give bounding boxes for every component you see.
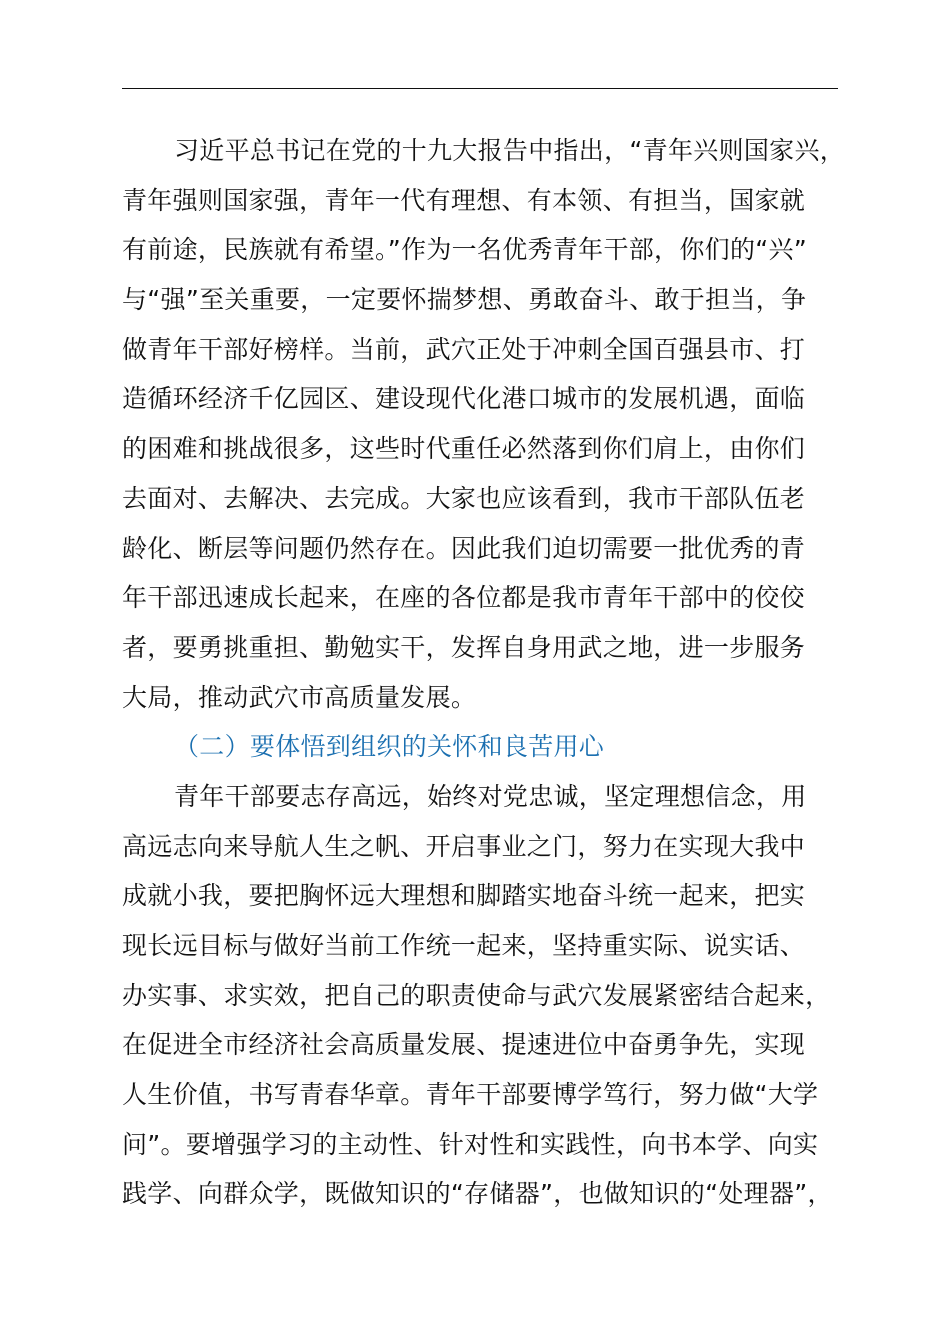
paragraph-1	[122, 126, 846, 722]
paragraph-line: 在促进全市经济社会高质量发展、提速进位中奋勇争先，实现	[122, 1030, 806, 1060]
paragraph-line: 青年干部要志存高远，始终对党忠诚，坚定理想信念，用	[174, 781, 807, 811]
section-heading: （二）要体悟到组织的关怀和良苦用心	[174, 732, 605, 762]
paragraph-line: 成就小我，要把胸怀远大理想和脚踏实地奋斗统一起来，把实	[122, 881, 806, 911]
paragraph-line: 的困难和挑战很多，这些时代重任必然落到你们肩上，由你们	[122, 434, 806, 464]
paragraph-line: 青年强则国家强，青年一代有理想、有本领、有担当，国家就	[122, 185, 806, 215]
paragraph-line: 办实事、求实效，把自己的职责使命与武穴发展紧密结合起来，	[122, 980, 831, 1010]
paragraph-line: 人生价值，书写青春华章。青年干部要博学笃行，努力做“大学	[122, 1080, 819, 1110]
paragraph-line: 现长远目标与做好当前工作统一起来，坚持重实际、说实话、	[122, 931, 806, 960]
paragraph-line: 造循环经济千亿园区、建设现代化港口城市的发展机遇，面临	[122, 384, 806, 414]
paragraph-line: 去面对、去解决、去完成。大家也应该看到，我市干部队伍老	[122, 483, 806, 513]
paragraph-line: 大局，推动武穴市高质量发展。	[122, 682, 477, 712]
paragraph-line: 有前途，民族就有希望。”作为一名优秀青年干部，你们的“兴”	[122, 235, 808, 265]
paragraph-line: 年干部迅速成长起来，在座的各位都是我市青年干部中的佼佼	[122, 583, 806, 613]
paragraph-line: 问”。要增强学习的主动性、针对性和实践性，向书本学、向实	[122, 1129, 819, 1159]
header-rule	[122, 88, 838, 89]
paragraph-2	[122, 772, 838, 1219]
paragraph-line: 者，要勇挑重担、勤勉实干，发挥自身用武之地，进一步服务	[122, 632, 806, 662]
paragraph-line: 践学、向群众学，既做知识的“存储器”，也做知识的“处理器”，	[122, 1179, 833, 1209]
paragraph-line: 习近平总书记在党的十九大报告中指出，“青年兴则国家兴，	[174, 136, 846, 165]
paragraph-line: 做青年干部好榜样。当前，武穴正处于冲刺全国百强县市、打	[122, 334, 806, 364]
paragraph-line: 与“强”至关重要，一定要怀揣梦想、勇敢奋斗、敢于担当，争	[122, 285, 807, 315]
paragraph-line: 龄化、断层等问题仍然存在。因此我们迫切需要一批优秀的青	[122, 533, 806, 563]
paragraph-line: 高远志向来导航人生之帆、开启事业之门，努力在实现大我中	[122, 831, 806, 861]
body-text	[122, 126, 846, 1219]
